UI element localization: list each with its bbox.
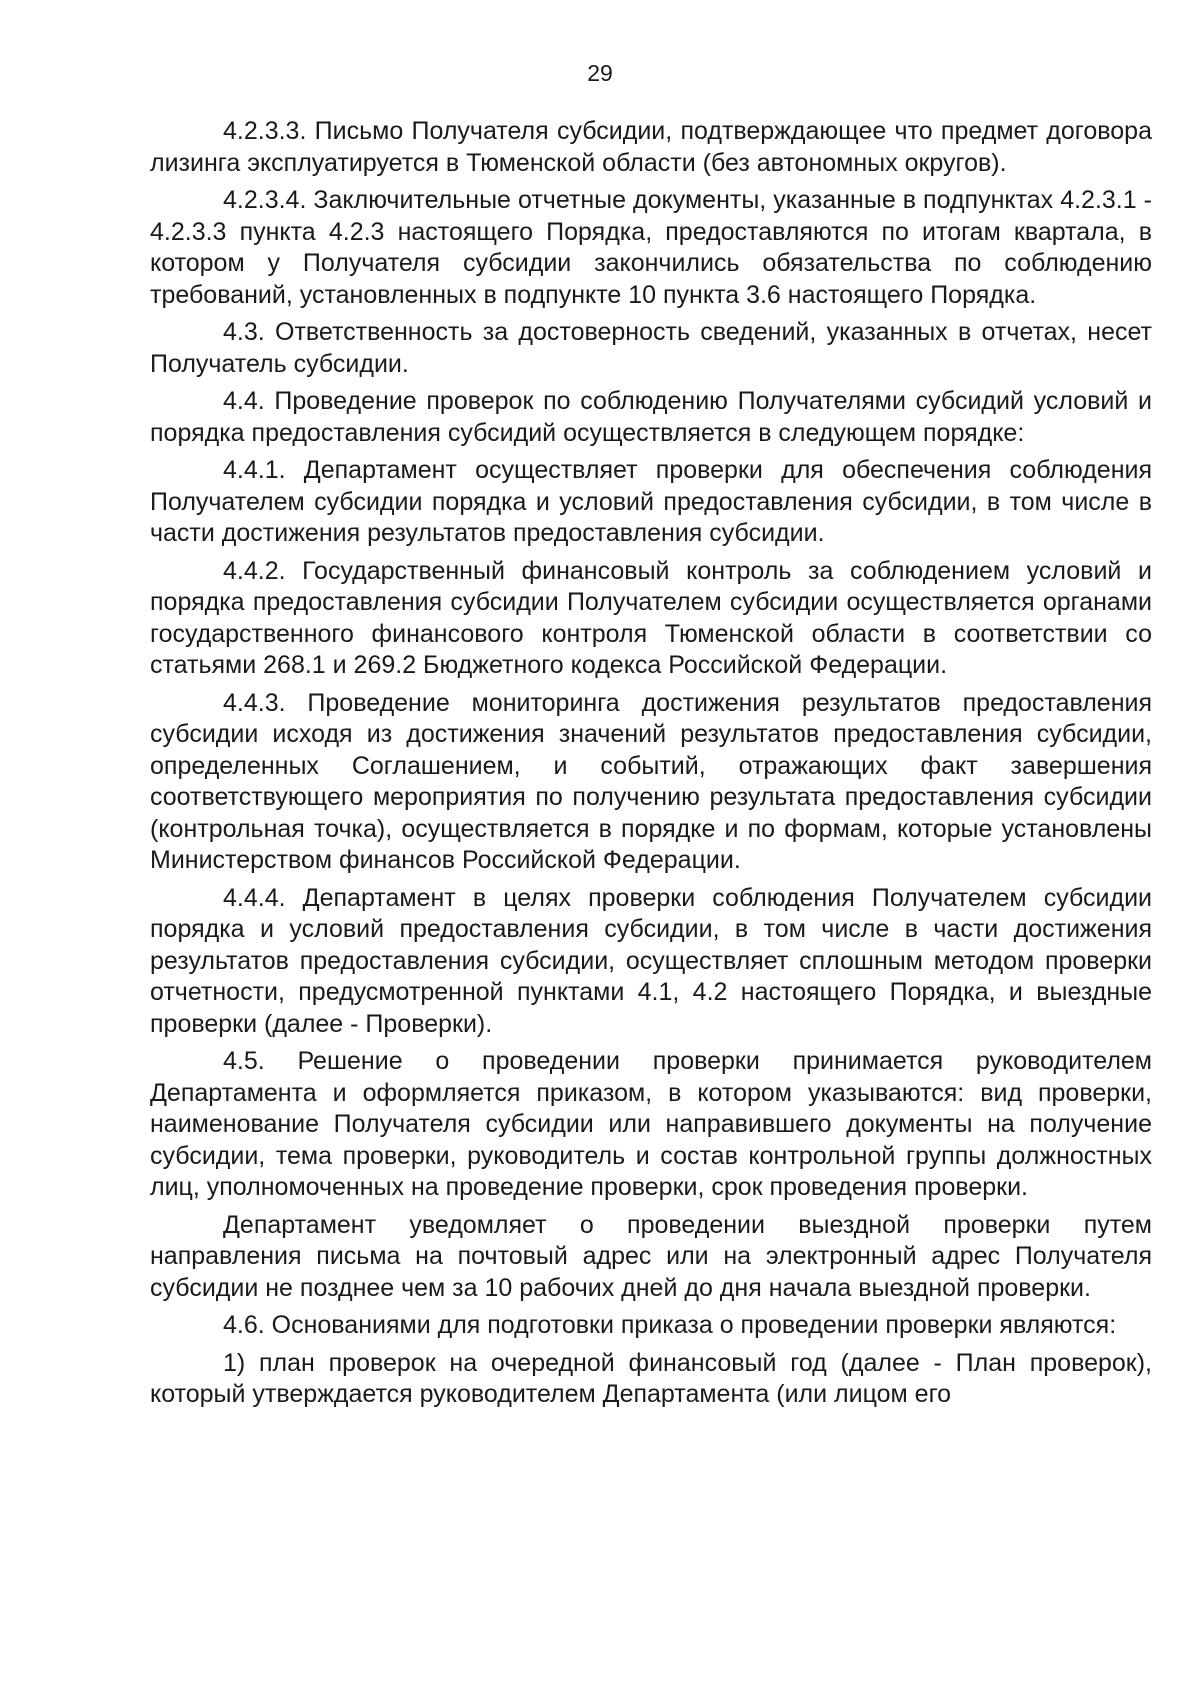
paragraph-list-item-1: 1) план проверок на очередной финансовый год (далее - План проверок), который утверждается руководителем Департамента (или лицом его: [150, 1348, 1152, 1408]
paragraph-4-4-2: 4.4.2. Государственный финансовый контроль за соблюдением условий и порядка предоставления субсидии Получателем субсидии осуществляется органами государственного финансового контроля Тюменской области в соответствии со статьями 268.1 и 269.2 Бюджетного кодекса Российской Федерации.: [150, 556, 1152, 679]
document-body: [150, 116, 1152, 1417]
paragraph-4-2-3-3: 4.2.3.3. Письмо Получателя субсидии, подтверждающее что предмет договора лизинга эксплуатируется в Тюменской области (без автономных округов).: [150, 117, 1152, 177]
paragraph-notification: Департамент уведомляет о проведении выездной проверки путем направления письма на почтовый адрес или на электронный адрес Получателя субсидии не позднее чем за 10 рабочих дней до дня начала выездной проверки.: [150, 1210, 1152, 1302]
paragraph-4-4-4: 4.4.4. Департамент в целях проверки соблюдения Получателем субсидии порядка и условий предоставления субсидии, в том числе в части достижения результатов предоставления субсидии, осуществляет сплошным методом проверки отчетности, предусмотренной пунктами 4.1, 4.2 настоящего Порядка, и выездные проверки (далее - Проверки).: [150, 883, 1152, 1038]
paragraph-4-4-3: 4.4.3. Проведение мониторинга достижения результатов предоставления субсидии исходя из достижения значений результатов предоставления субсидии, определенных Соглашением, и событий, отражающих факт завершения соответствующего мероприятия по получению результата предоставления субсидии (контрольная точка), осуществляется в порядке и по формам, которые установлены Министерством финансов Российской Федерации.: [150, 688, 1152, 874]
page-number: 29: [587, 60, 613, 86]
paragraph-4-3: 4.3. Ответственность за достоверность сведений, указанных в отчетах, несет Получатель субсидии.: [150, 318, 1152, 378]
paragraph-4-6: 4.6. Основаниями для подготовки приказа о проведении проверки являются:: [223, 1311, 1117, 1339]
paragraph-4-4: 4.4. Проведение проверок по соблюдению Получателями субсидий условий и порядка предоставления субсидий осуществляется в следующем порядке:: [150, 387, 1152, 447]
paragraph-4-5: 4.5. Решение о проведении проверки принимается руководителем Департамента и оформляется приказом, в котором указываются: вид проверки, наименование Получателя субсидии или направившего документы на получение субсидии, тема проверки, руководитель и состав контрольной группы должностных лиц, уполномоченных на проведение проверки, срок проведения проверки.: [150, 1047, 1152, 1201]
paragraph-4-2-3-4: 4.2.3.4. Заключительные отчетные документы, указанные в подпунктах 4.2.3.1 - 4.2.3.3 пункта 4.2.3 настоящего Порядка, предоставляются по итогам квартала, в котором у Получателя субсидии закончились обязательства по соблюдению требований, установленных в подпункте 10 пункта 3.6 настоящего Порядка.: [150, 186, 1152, 309]
paragraph-4-4-1: 4.4.1. Департамент осуществляет проверки для обеспечения соблюдения Получателем субсидии порядка и условий предоставления субсидии, в том числе в части достижения результатов предоставления субсидии.: [150, 456, 1152, 547]
